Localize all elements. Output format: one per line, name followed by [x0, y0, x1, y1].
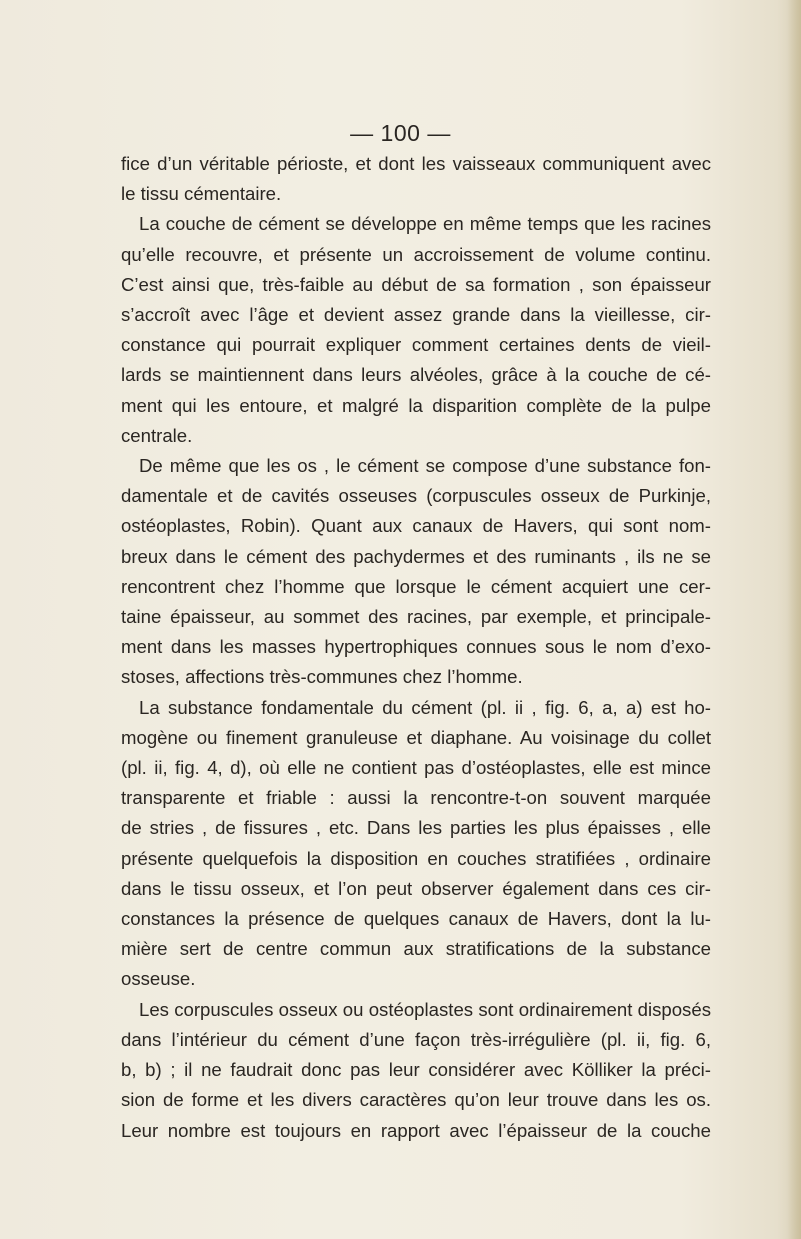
text-line: transparente et friable : aussi la rencontre-t-on souvent marquée — [121, 787, 711, 809]
text-line: C’est ainsi que, très-faible au début de sa formation , son épaisseur — [121, 273, 711, 295]
text-line: La couche de cément se développe en même temps que les racines — [139, 213, 711, 235]
text-line: constances la présence de quelques canaux de Havers, dont la lu- — [121, 908, 711, 930]
text-line: osseuse. — [121, 968, 196, 990]
page-number: — 100 — — [350, 120, 451, 146]
text-line: dans le tissu osseux, et l’on peut observer également dans ces cir- — [121, 877, 711, 899]
text-line: (pl. ii, fig. 4, d), où elle ne contient pas d’ostéoplastes, elle est mince — [121, 757, 711, 779]
text-line: dans l’intérieur du cément d’une façon très-irrégulière (pl. ii, fig. 6, — [121, 1028, 711, 1050]
text-line: sion de forme et les divers caractères qu’on leur trouve dans les os. — [121, 1089, 711, 1111]
text-line: de stries , de fissures , etc. Dans les parties les plus épaisses , elle — [121, 817, 711, 839]
text-line: mière sert de centre commun aux stratifications de la substance — [121, 938, 711, 960]
text-line: mogène ou finement granuleuse et diaphane. Au voisinage du collet — [121, 726, 711, 748]
text-line: De même que les os , le cément se compose d’une substance fon- — [139, 455, 711, 477]
text-line: Les corpuscules osseux ou ostéoplastes sont ordinairement disposés — [139, 998, 711, 1020]
text-line: centrale. — [121, 424, 193, 446]
text-line: le tissu cémentaire. — [121, 183, 282, 205]
text-line: présente quelquefois la disposition en couches stratifiées , ordinaire — [121, 847, 711, 869]
text-line: lards se maintiennent dans leurs alvéoles, grâce à la couche de cé- — [121, 364, 711, 386]
text-line: rencontrent chez l’homme que lorsque le cément acquiert une cer- — [121, 575, 711, 597]
text-line: b, b) ; il ne faudrait donc pas leur considérer avec Kölliker la préci- — [121, 1059, 711, 1081]
body-text — [121, 149, 711, 1146]
text-line: constance qui pourrait expliquer comment certaines dents de vieil- — [121, 334, 711, 356]
text-line: s’accroît avec l’âge et devient assez grande dans la vieillesse, cir- — [121, 304, 711, 326]
text-line: breux dans le cément des pachydermes et des ruminants , ils ne se — [121, 545, 711, 567]
text-line: taine épaisseur, au sommet des racines, par exemple, et principale- — [121, 606, 711, 628]
text-line: ostéoplastes, Robin). Quant aux canaux de Havers, qui sont nom- — [121, 515, 711, 537]
text-line: Leur nombre est toujours en rapport avec l’épaisseur de la couche — [121, 1119, 711, 1141]
text-line: damentale et de cavités osseuses (corpuscules osseux de Purkinje, — [121, 485, 711, 507]
text-line: stoses, affections très-communes chez l’homme. — [121, 666, 523, 688]
page-edge-shadow — [787, 0, 801, 1239]
text-line: ment dans les masses hypertrophiques connues sous le nom d’exo- — [121, 636, 711, 658]
text-line: qu’elle recouvre, et présente un accroissement de volume continu. — [121, 243, 711, 265]
text-line: fice d’un véritable périoste, et dont les vaisseaux communiquent avec — [121, 153, 711, 174]
text-line: ment qui les entoure, et malgré la disparition complète de la pulpe — [121, 394, 711, 416]
text-line: La substance fondamentale du cément (pl. ii , fig. 6, a, a) est ho- — [139, 696, 711, 718]
